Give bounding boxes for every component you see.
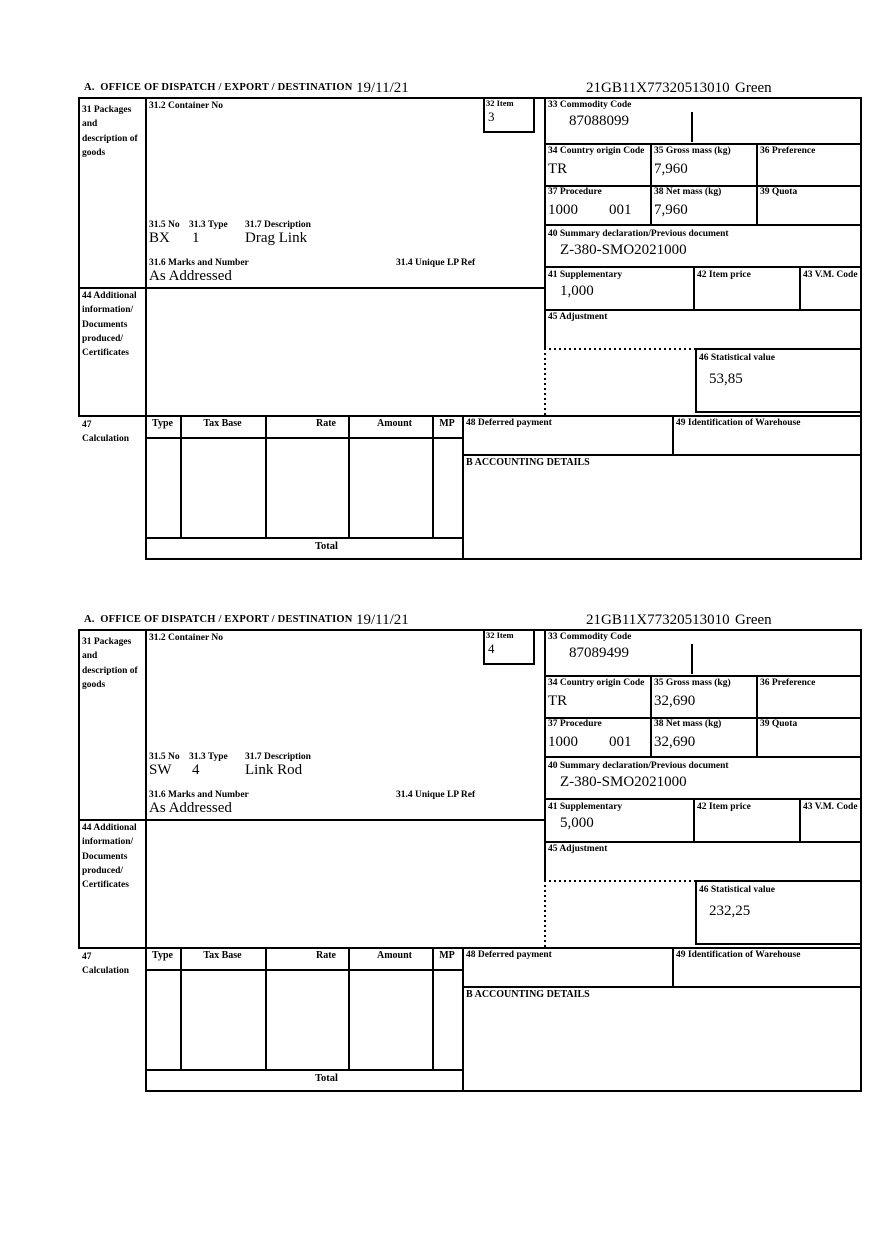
gross-mass-value: 32,690 [654, 693, 696, 709]
movement-reference: 21GB11X77320513010 [586, 612, 730, 628]
grid-line [695, 880, 697, 943]
grid-line [672, 947, 674, 986]
box40-label: 40 Summary declaration/Previous document [548, 229, 729, 239]
grid-line [544, 309, 862, 311]
grid-line [78, 819, 546, 821]
box49-label: 49 Identification of Warehouse [676, 418, 801, 428]
package-no-value: BX [149, 230, 170, 246]
office-of-dispatch-header: A. OFFICE OF DISPATCH / EXPORT / DESTINATION [84, 82, 353, 93]
box31-3-label: 31.3 Type [189, 752, 228, 762]
grid-line [544, 97, 546, 348]
procedure-value: 1000 [548, 734, 578, 750]
grid-line [756, 675, 758, 756]
box37-label: 37 Procedure [548, 187, 602, 197]
grid-line [265, 947, 267, 1069]
box31-7-label: 31.7 Description [245, 752, 311, 762]
box40-label: 40 Summary declaration/Previous document [548, 761, 729, 771]
package-no-value: SW [149, 762, 172, 778]
supplementary-value: 1,000 [560, 283, 594, 299]
grid-line [693, 266, 695, 309]
declaration-date: 19/11/21 [356, 612, 409, 628]
calc-column-mp: MP [439, 418, 455, 429]
box41-label: 41 Supplementary [548, 802, 623, 812]
box47-label: 47 Calculation [82, 952, 129, 977]
box31-3-label: 31.3 Type [189, 220, 228, 230]
grid-line [695, 348, 697, 411]
grid-line [544, 675, 862, 677]
package-type-value: 4 [192, 762, 200, 778]
grid-line [544, 143, 862, 145]
box34-label: 34 Country origin Code [548, 146, 645, 156]
declaration-item-section-2 [78, 612, 862, 1094]
calc-column-taxbase: Tax Base [203, 418, 242, 429]
grid-line [695, 348, 862, 350]
box44-label: 44 Additional information/ Documents produced/ Certificates [82, 291, 137, 358]
dotted-grid-line [544, 880, 697, 882]
grid-line [463, 454, 862, 456]
box42-label: 42 Item price [697, 802, 751, 812]
grid-line [78, 287, 546, 289]
procedure-extension-value: 001 [609, 202, 632, 218]
grid-line [650, 143, 652, 224]
calc-column-rate: Rate [316, 950, 336, 961]
statistical-value: 53,85 [709, 371, 743, 387]
calc-column-amount: Amount [376, 418, 412, 429]
commodity-code-value: 87088099 [569, 113, 629, 129]
calc-column-amount: Amount [376, 950, 412, 961]
grid-line [544, 756, 862, 758]
total-label: Total [315, 541, 338, 552]
calc-column-taxbase: Tax Base [203, 950, 242, 961]
grid-line [78, 629, 80, 947]
office-of-dispatch-header: A. OFFICE OF DISPATCH / EXPORT / DESTINATION [84, 614, 353, 625]
grid-line [544, 224, 862, 226]
previous-document-value: Z-380-SMO2021000 [560, 242, 687, 258]
box47-label: 47 Calculation [82, 420, 129, 445]
grid-line [672, 415, 674, 454]
box41-label: 41 Supplementary [548, 270, 623, 280]
box46-label: 46 Statistical value [699, 885, 775, 895]
grid-line [756, 143, 758, 224]
grid-line [145, 629, 147, 1092]
box38-label: 38 Net mass (kg) [654, 719, 722, 729]
grid-line [544, 841, 862, 843]
net-mass-value: 32,690 [654, 734, 696, 750]
grid-line [348, 415, 350, 537]
accounting-details-label: B ACCOUNTING DETAILS [466, 989, 590, 1000]
routing-indicator: Green [735, 612, 772, 628]
box36-label: 36 Preference [760, 678, 816, 688]
box37-label: 37 Procedure [548, 719, 602, 729]
grid-line [145, 97, 147, 560]
statistical-value: 232,25 [709, 903, 751, 919]
grid-line [544, 798, 862, 800]
grid-line [145, 1090, 862, 1092]
box44-label: 44 Additional information/ Documents produced/ Certificates [82, 823, 137, 890]
grid-line [78, 97, 80, 415]
item-number-value: 4 [488, 641, 495, 656]
gross-mass-value: 7,960 [654, 161, 688, 177]
movement-reference: 21GB11X77320513010 [586, 80, 730, 96]
grid-line [145, 1069, 463, 1071]
box33-label: 33 Commodity Code [548, 632, 632, 642]
box48-label: 48 Deferred payment [466, 418, 552, 428]
box31-5-label: 31.5 No [149, 220, 180, 230]
grid-line [799, 266, 801, 309]
calc-column-rate: Rate [316, 418, 336, 429]
calc-column-type: Type [152, 418, 173, 429]
dotted-grid-line [544, 348, 546, 415]
grid-line [78, 629, 862, 631]
grid-line [483, 663, 535, 665]
grid-line [544, 266, 862, 268]
grid-line [533, 629, 535, 663]
item-number-value: 3 [488, 109, 495, 124]
grid-line [180, 415, 182, 537]
grid-line [145, 437, 463, 439]
commodity-code-divider [691, 112, 693, 142]
grid-line [860, 97, 862, 560]
box49-label: 49 Identification of Warehouse [676, 950, 801, 960]
goods-description-value: Link Rod [245, 762, 303, 778]
box31-7-label: 31.7 Description [245, 220, 311, 230]
box45-label: 45 Adjustment [548, 312, 608, 322]
box31-label: 31 Packages and description of goods [82, 637, 138, 690]
box36-label: 36 Preference [760, 146, 816, 156]
grid-line [145, 969, 463, 971]
supplementary-value: 5,000 [560, 815, 594, 831]
box46-label: 46 Statistical value [699, 353, 775, 363]
grid-line [695, 880, 862, 882]
box34-label: 34 Country origin Code [548, 678, 645, 688]
box45-label: 45 Adjustment [548, 844, 608, 854]
grid-line [348, 947, 350, 1069]
box31-label: 31 Packages and description of goods [82, 105, 138, 158]
box43-label: 43 V.M. Code [803, 270, 858, 280]
box43-label: 43 V.M. Code [803, 802, 858, 812]
country-origin-value: TR [548, 693, 568, 709]
grid-line [860, 629, 862, 1092]
procedure-value: 1000 [548, 202, 578, 218]
box42-label: 42 Item price [697, 270, 751, 280]
grid-line [650, 675, 652, 756]
grid-line [145, 558, 862, 560]
grid-line [693, 798, 695, 841]
box31-5-label: 31.5 No [149, 752, 180, 762]
grid-line [78, 97, 862, 99]
box32-label: 32 Item [486, 98, 514, 108]
grid-line [432, 947, 434, 1069]
grid-line [695, 411, 862, 413]
box31-4-label: 31.4 Unique LP Ref [396, 258, 476, 268]
grid-line [533, 97, 535, 131]
calc-column-mp: MP [439, 950, 455, 961]
grid-line [483, 97, 485, 131]
box35-label: 35 Gross mass (kg) [654, 678, 731, 688]
grid-line [463, 986, 862, 988]
grid-line [78, 415, 862, 417]
grid-line [483, 629, 485, 663]
marks-and-number-value: As Addressed [149, 800, 232, 816]
box31-6-label: 31.6 Marks and Number [149, 790, 249, 800]
net-mass-value: 7,960 [654, 202, 688, 218]
accounting-details-label: B ACCOUNTING DETAILS [466, 457, 590, 468]
total-label: Total [315, 1073, 338, 1084]
box31-4-label: 31.4 Unique LP Ref [396, 790, 476, 800]
box31-2-label: 31.2 Container No [149, 633, 223, 643]
commodity-code-value: 87089499 [569, 645, 629, 661]
box31-2-label: 31.2 Container No [149, 101, 223, 111]
box39-label: 39 Quota [760, 187, 798, 197]
grid-line [799, 798, 801, 841]
grid-line [695, 943, 862, 945]
previous-document-value: Z-380-SMO2021000 [560, 774, 687, 790]
box33-label: 33 Commodity Code [548, 100, 632, 110]
grid-line [462, 415, 464, 558]
procedure-extension-value: 001 [609, 734, 632, 750]
grid-line [432, 415, 434, 537]
box39-label: 39 Quota [760, 719, 798, 729]
grid-line [544, 629, 546, 880]
grid-line [145, 537, 463, 539]
grid-line [462, 947, 464, 1090]
dotted-grid-line [544, 880, 546, 947]
box38-label: 38 Net mass (kg) [654, 187, 722, 197]
grid-line [78, 947, 862, 949]
country-origin-value: TR [548, 161, 568, 177]
package-type-value: 1 [192, 230, 200, 246]
marks-and-number-value: As Addressed [149, 268, 232, 284]
grid-line [265, 415, 267, 537]
commodity-code-divider [691, 644, 693, 674]
declaration-item-section-1 [78, 80, 862, 562]
box32-label: 32 Item [486, 630, 514, 640]
grid-line [483, 131, 535, 133]
declaration-date: 19/11/21 [356, 80, 409, 96]
box35-label: 35 Gross mass (kg) [654, 146, 731, 156]
routing-indicator: Green [735, 80, 772, 96]
dotted-grid-line [544, 348, 697, 350]
goods-description-value: Drag Link [245, 230, 308, 246]
calc-column-type: Type [152, 950, 173, 961]
grid-line [180, 947, 182, 1069]
box31-6-label: 31.6 Marks and Number [149, 258, 249, 268]
box48-label: 48 Deferred payment [466, 950, 552, 960]
